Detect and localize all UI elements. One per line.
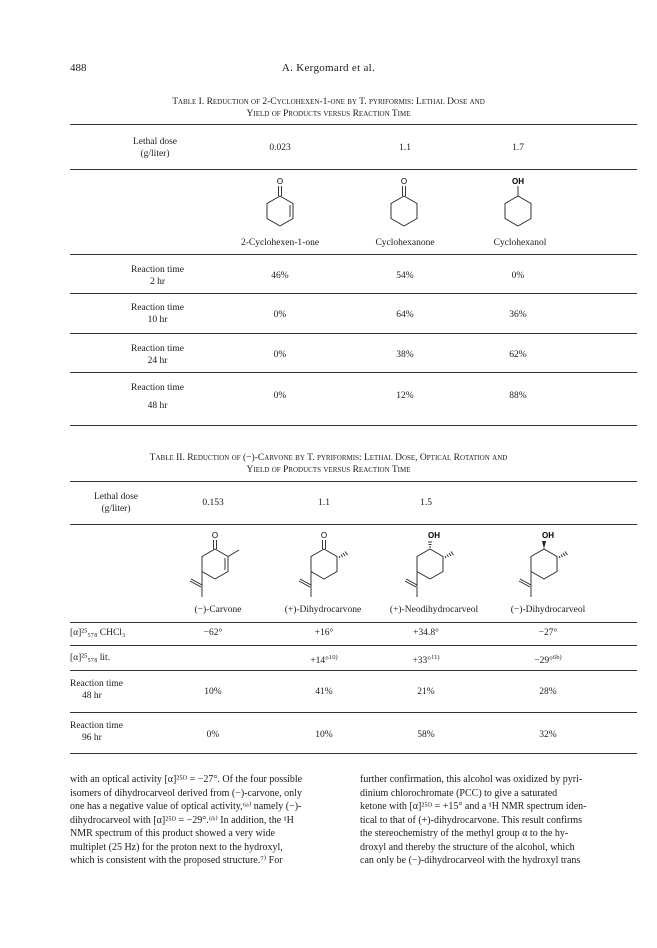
lit-value: +33° xyxy=(412,656,432,667)
table1-cell: 0% xyxy=(273,350,287,360)
table1-lethal-label-line1: Lethal dose xyxy=(132,137,178,147)
table1-dose: 1.1 xyxy=(399,143,411,153)
lit-value: +14° xyxy=(310,656,329,667)
table2-cell: 0% xyxy=(206,730,220,740)
table1-caption-line2: Yield of Products versus Reaction Time xyxy=(246,109,411,119)
row-label-line2: 24 hr xyxy=(147,356,168,366)
lit-ref: 6b) xyxy=(553,654,562,661)
table1-row-label xyxy=(110,343,205,367)
table1-lethal-label-line2: (g/liter) xyxy=(140,149,170,159)
cyclohexenone-structure xyxy=(254,175,306,235)
text-line: isomers of dihydrocarveol derived from (−)-carvone, only xyxy=(70,787,302,799)
row-label-line1: Reaction time xyxy=(70,679,124,689)
running-head: A. Kergomard et al. xyxy=(281,62,376,74)
table2-dose: 1.5 xyxy=(420,498,432,508)
text-line: one has a negative value of optical activity,⁶ᵃ⁾ namely (−)- xyxy=(70,801,302,812)
table2-lit-value xyxy=(284,652,364,667)
table1-cell: 88% xyxy=(509,391,527,401)
table2-rotation-value: −62° xyxy=(203,628,223,638)
table2-lethal-label-line1: Lethal dose xyxy=(93,492,139,502)
row-label-line1: Reaction time xyxy=(130,344,185,354)
row-label-line2: 96 hr xyxy=(82,733,102,743)
text-line: droxyl and thereby the structure of the alcohol, which xyxy=(360,841,575,853)
table1-cell: 12% xyxy=(396,391,414,401)
row-label-line1: Reaction time xyxy=(130,383,185,393)
atom-label-oh: OH xyxy=(428,531,440,540)
table1-cell: 54% xyxy=(396,271,414,281)
table1-caption xyxy=(80,96,577,120)
table2-cell: 21% xyxy=(417,687,435,697)
table1-cell: 0% xyxy=(273,391,287,401)
table2-rule xyxy=(70,712,637,713)
table1-row-label xyxy=(110,264,205,288)
neodihydrocarveol-structure xyxy=(398,529,468,604)
row-label-line2: 10 hr xyxy=(147,315,168,325)
table1-cell: 46% xyxy=(271,271,289,281)
text-line: dinium chlorochromate (PCC) to give a saturated xyxy=(360,787,558,799)
atom-label-o: O xyxy=(400,177,408,186)
table2-row-label xyxy=(70,678,170,702)
atom-label-o: O xyxy=(276,177,284,186)
table2-caption xyxy=(70,452,587,476)
table1-rule xyxy=(70,169,637,170)
carvone-structure xyxy=(183,529,253,604)
text-line: multiplet (25 Hz) for the proton next to the hydroxyl, xyxy=(70,841,283,853)
text-line: can only be (−)-dihydrocarveol with the hydroxyl trans xyxy=(360,855,581,866)
text-line: the stereochemistry of the methyl group α to the hy- xyxy=(360,828,569,839)
table2-lit-value xyxy=(508,652,588,667)
table1-row-label xyxy=(110,302,205,326)
dihydrocarveol-structure xyxy=(512,529,582,604)
table2-rotation-label: [α]²⁵₅₇₈ CHCl₃ xyxy=(70,628,126,638)
cyclohexanol-structure xyxy=(492,175,544,235)
lit-value: −29° xyxy=(534,656,553,667)
table1-cell: 62% xyxy=(509,350,527,360)
table2-rule xyxy=(70,670,637,671)
table2-lethal-label-line2: (g/liter) xyxy=(101,504,131,514)
row-label-line2: 48 hr xyxy=(82,691,102,701)
table2-dose: 1.1 xyxy=(318,498,330,508)
text-line: NMR spectrum of this product showed a very wide xyxy=(70,828,275,839)
text-line: further confirmation, this alcohol was oxidized by pyri- xyxy=(360,774,583,785)
text-line: which is consistent with the proposed structure.⁷⁾ For xyxy=(70,855,283,866)
table2-cell: 28% xyxy=(539,687,557,697)
table2-lit-value xyxy=(386,652,466,667)
row-label-line1: Reaction time xyxy=(70,721,124,731)
table1-compound: Cyclohexanol xyxy=(493,238,547,248)
table2-cell: 10% xyxy=(315,730,333,740)
atom-label-o: O xyxy=(211,531,219,540)
table1-cell: 0% xyxy=(273,310,287,320)
table1-rule xyxy=(70,372,637,373)
table1-rule xyxy=(70,254,637,255)
cyclohexanone-structure xyxy=(378,175,430,235)
lit-ref: 11) xyxy=(431,654,440,661)
table1-lethal-label xyxy=(110,136,200,160)
table2-lit-label: [α]²⁵₅₇₈ lit. xyxy=(70,653,111,663)
text-line: tical to that of (+)-dihydrocarvone. This result confirms xyxy=(360,814,583,826)
table2-compound: (−)-Dihydrocarveol xyxy=(510,605,586,615)
text-line: ketone with [α]²⁵ᴰ = +15° and a ¹H NMR spectrum iden- xyxy=(360,801,587,812)
table2-dose: 0.153 xyxy=(202,498,224,508)
text-line: with an optical activity [α]²⁵ᴰ = −27°. Of the four possible xyxy=(70,774,303,785)
table2-rotation-value: +16° xyxy=(314,628,334,638)
table1-rule xyxy=(70,293,637,294)
row-label-line1: Reaction time xyxy=(130,265,185,275)
table1-cell: 36% xyxy=(509,310,527,320)
table2-rotation-value: −27° xyxy=(538,628,558,638)
table2-cell: 32% xyxy=(539,730,557,740)
table2-bottom-rule xyxy=(70,753,637,754)
table2-rule xyxy=(70,645,637,646)
page-number: 488 xyxy=(70,62,87,74)
table1-dose: 0.023 xyxy=(269,143,291,153)
table1-cell: 38% xyxy=(396,350,414,360)
table1-bottom-rule xyxy=(70,425,637,426)
row-label-line2: 48 hr xyxy=(147,401,168,411)
body-column-left xyxy=(70,773,347,868)
table2-compound: (−)-Carvone xyxy=(194,605,242,615)
table2-cell: 10% xyxy=(204,687,222,697)
atom-label-oh: OH xyxy=(512,177,524,186)
row-label-line1: Reaction time xyxy=(130,303,185,313)
table2-caption-line1: Table II. Reduction of (−)-Carvone by T. pyriformis: Lethal Dose, Optical Rotation and xyxy=(149,453,508,463)
table1-compound: Cyclohexanone xyxy=(375,238,435,248)
table1-dose: 1.7 xyxy=(512,143,524,153)
table2-rule xyxy=(70,622,637,623)
table2-lethal-label xyxy=(72,491,160,515)
table1-top-rule xyxy=(70,124,637,125)
atom-label-oh: OH xyxy=(542,531,554,540)
lit-ref: 10) xyxy=(329,654,338,661)
table2-cell: 41% xyxy=(315,687,333,697)
table2-caption-line2: Yield of Products versus Reaction Time xyxy=(246,465,411,475)
table1-row-label xyxy=(110,382,205,412)
table1-cell: 64% xyxy=(396,310,414,320)
table2-row-label xyxy=(70,720,170,744)
table2-compound: (+)-Dihydrocarvone xyxy=(284,605,362,615)
row-label-line2: 2 hr xyxy=(149,277,166,287)
body-column-right xyxy=(360,773,637,868)
table2-cell: 58% xyxy=(417,730,435,740)
table1-rule xyxy=(70,333,637,334)
table1-caption-line1: Table I. Reduction of 2-Cyclohexen-1-one by T. pyriformis: Lethal Dose and xyxy=(172,97,485,107)
table2-top-rule xyxy=(70,481,637,482)
text-line: dihydrocarveol with [α]²⁵ᴰ = −29°.⁶ᵇ⁾ In addition, the ¹H xyxy=(70,814,294,826)
table1-compound: 2-Cyclohexen-1-one xyxy=(240,238,320,248)
table2-compound: (+)-Neodihydrocarveol xyxy=(389,605,479,615)
table2-rotation-value: +34.8° xyxy=(413,628,439,638)
dihydrocarvone-structure xyxy=(292,529,362,604)
table1-cell: 0% xyxy=(511,271,525,281)
atom-label-o: O xyxy=(320,531,328,540)
table2-rule xyxy=(70,524,637,525)
